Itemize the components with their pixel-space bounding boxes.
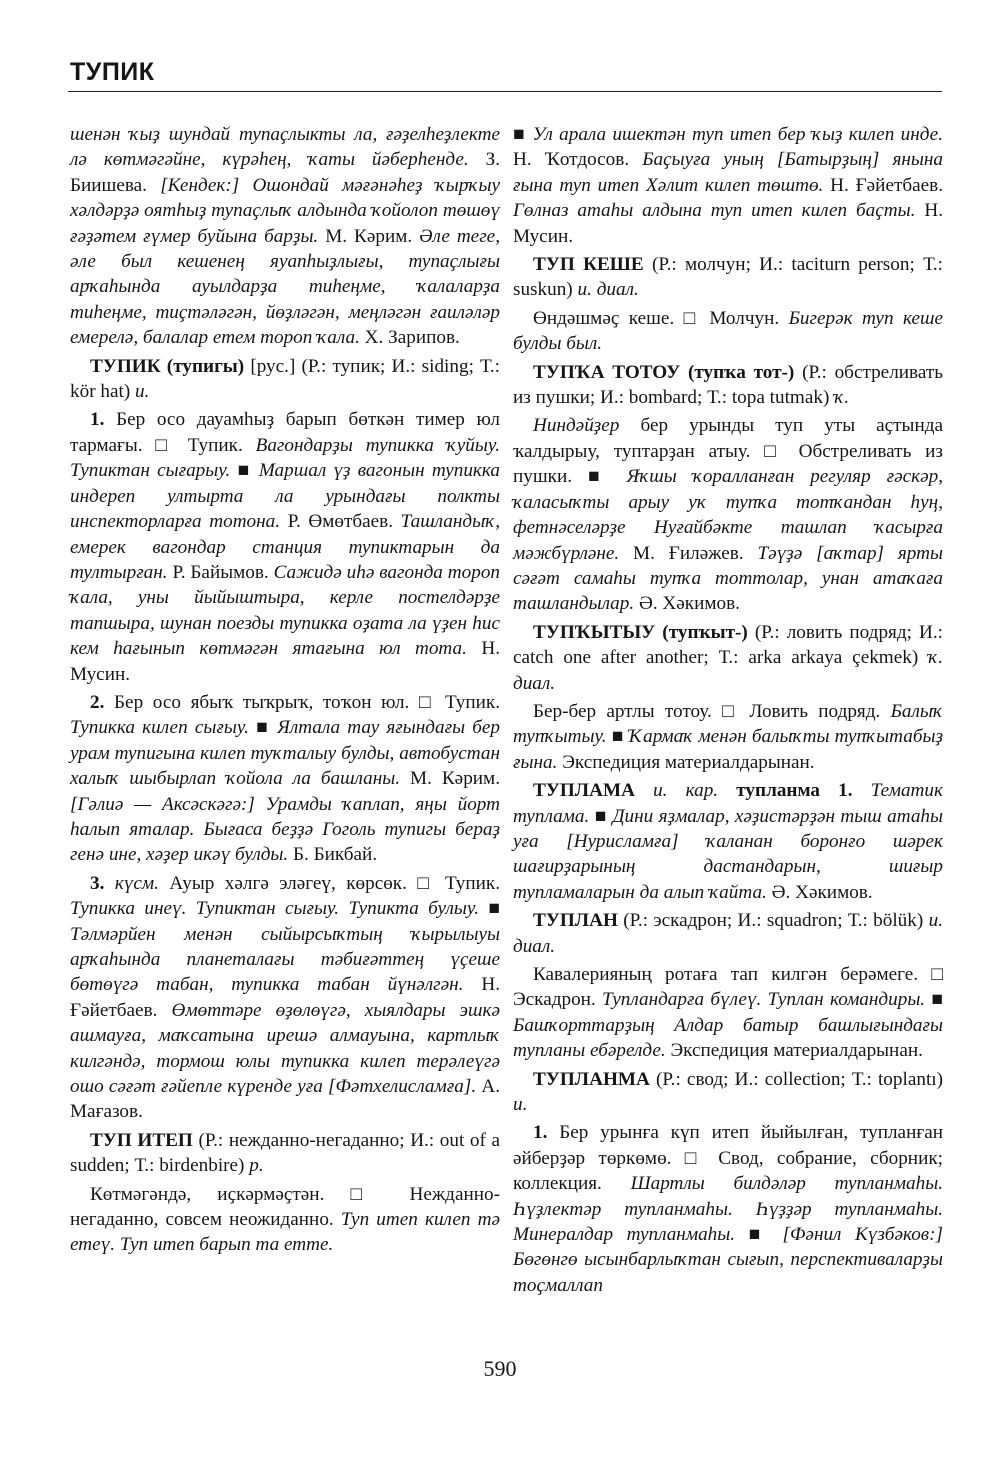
italic-text: [Кендек:] Ошондай мәғәнәһеҙ ҡырҡыу хәлдәрҙә оятһыҙ тупаҫлыҡ алдында ҡойолоп төшөү ғәҙәтем ғүмер буйына барҙы. <box>70 174 501 247</box>
entry-definition <box>513 699 943 775</box>
page-number: 590 <box>483 1356 517 1381</box>
continuation-paragraph <box>513 122 943 249</box>
text-run: (Р.: ловить подряд; И.: catch one after another; Т.: arka arkaya çekmek) <box>513 621 943 669</box>
dictionary-entry-heading <box>70 354 500 405</box>
italic-text: Сажидә иһә вагонда тороп ҡала, уны йыйыштыра, керле постелдәрҙе тапшыра, шунан поезды тупикка оҙата ла үҙен һис кем һағынып көтмәгән ятағына юл тота. <box>70 561 501 660</box>
text-run: ■ <box>594 805 613 827</box>
entry-definition <box>513 306 943 357</box>
text-run: Н. Ғәйетбаев. <box>830 174 943 196</box>
dictionary-entry-heading <box>513 908 943 959</box>
text-run: [рус.] (Р.: тупик; И.: siding; Т.: kör hat) <box>70 355 500 403</box>
text-run: Бер-бер артлы тотоу. □ Ловить подряд. <box>533 700 891 722</box>
italic-text: р. <box>249 1155 264 1177</box>
headword: ТУПҠА ТОТОУ (тупҡа тот-) <box>533 361 803 383</box>
dictionary-entry-heading <box>513 778 943 905</box>
text-run: А. Мағазов. <box>70 1076 500 1123</box>
italic-text: Өмөттәре өҙөлөүгә, хыялдары эшкә ашмауға, маҡсатына ирешә алмауына, картлыҡ килгәндә, тормош юлы тупикка килеп терәлеүгә ошо сәғәт ғәйепле күренде уға [Фәтхелисламға]. <box>70 999 500 1098</box>
italic-text: Башҡорттарҙың Алдар батыр башлығындағы тупланы ебәрелде. <box>513 1014 943 1062</box>
headword: ТУПЛАМА <box>533 780 654 802</box>
text-run: ■ <box>256 717 278 739</box>
headword: ТУП КЕШЕ <box>533 254 652 276</box>
text-run: (Р.: обстреливать из пушки; И.: bombard; Т.: topa tutmak) <box>513 361 943 409</box>
text-run: Р. Өмөтбаев. <box>287 511 401 533</box>
text-run: М. Ғиләжев. <box>633 542 758 564</box>
italic-text: Тупикка килеп сығыу. <box>70 717 257 739</box>
text-run: Б. Бикбай. <box>293 844 378 866</box>
text-run: Н. Мусин. <box>70 638 500 685</box>
text-run: Бер осо ябыҡ тыҡрыҡ, тоҡон юл. □ Тупик. <box>114 691 501 713</box>
text-run: Х. Зарипов. <box>364 327 460 349</box>
header-rule <box>68 91 942 92</box>
dictionary-entry-heading <box>513 1067 943 1118</box>
headword: ТУПҠЫТЫУ (тупҡыт-) <box>533 621 755 643</box>
italic-text: Тәүҙә [аҡтар] ярты сәғәт самаһы тупҡа тоттолар, унан атаҡаға ташландылар. <box>513 542 943 615</box>
italic-text: [Гәлиә — Аксәскәгә:] Урамды ҡаплап, яңы йорт һалып яталар. Бығаса беҙҙә Гоголь тупигы бераҙ генә ине, хәҙер икәү булды. <box>70 793 500 866</box>
headword: тупланма 1. <box>736 780 871 802</box>
entry-definition <box>513 962 943 1064</box>
italic-text: Тематик туплама. <box>513 780 943 827</box>
text-run: Ә. Хәкимов. <box>771 881 873 903</box>
dictionary-entry-heading <box>70 1128 500 1179</box>
text-run: ■ <box>237 460 259 482</box>
text-run: Көтмәгәндә, иҫкәрмәҫтән. □ Нежданно-негаданно, совсем неожиданно. <box>70 1183 500 1231</box>
italic-text: шенән ҡыҙ шундай тупаҫлыкты ла, ғәҙелһеҙлекте лә көтмәгәйне, күрәһең, ҡаты йәберһенде. <box>70 124 500 171</box>
entry-definition <box>513 413 943 616</box>
headword: ТУПЛАН <box>533 910 624 932</box>
text-run: (Р.: свод; И.: collection; Т.: toplantı) <box>656 1068 943 1090</box>
text-run: М. Кәрим. <box>410 768 500 790</box>
italic-text: Шартлы билдәләр тупланмаһы. Һүҙлектәр тупланмаһы. Һүҙҙәр тупланмаһы. Минералдар тупланмаһы. <box>513 1173 943 1246</box>
text-run: М. Кәрим. <box>325 225 420 247</box>
italic-text: ҡ. <box>834 387 850 409</box>
italic-text: и. кар. <box>653 780 737 802</box>
italic-text: [Фәнил Күзбәков:] Бөгөнгө ысынбарлыҡтан сығып, перспективаларҙы тоҫмаллап <box>513 1224 943 1296</box>
italic-text: Әле теге, әле был кешенең яуапһыҙлығы, тупаҫлығы арҡаһында ауылдарҙа тиһеңме, ҡалаларҙа тиһеңме, тиҫтәләгән, йөҙләгән, меңләгән ғаиләләр емерелә, балалар етем тороп ҡала. <box>70 225 500 349</box>
text-run: ■ <box>931 989 943 1011</box>
headword: ТУПИК (тупигы) <box>90 355 251 377</box>
headword: ТУПЛАНМА <box>533 1068 656 1090</box>
entry-sense <box>70 871 500 1125</box>
right-column <box>513 122 943 1301</box>
text-run: Н. Мусин. <box>513 200 943 247</box>
italic-text: Дини яҙмалар, хәҙистәрҙән тыш атаһы уға [Нурисламға] ҡаланан боронғо шәрек шағирҙарының дастандарын, шиғыр тупламаларын да алып ҡайта. <box>513 805 944 903</box>
text-run: Н. Ғәйетбаев. <box>70 974 500 1021</box>
text-run: ■ <box>513 124 533 145</box>
headword: ТУП ИТЕП <box>90 1129 199 1151</box>
text-run: (Р.: молчун; И.: taciturn person; Т.: suskun) <box>513 254 943 301</box>
italic-text: Гөлназ атаһы алдына туп итеп килеп баҫты. <box>513 200 925 222</box>
entry-sense <box>513 1120 943 1298</box>
text-run: Бер урынға күп итеп йыйылған, тупланған әйберҙәр төркөмө. □ Свод, собрание, сборник; коллекция. <box>513 1122 943 1195</box>
text-run: Р. Байымов. <box>172 561 274 583</box>
text-run: (Р.: эскадрон; И.: squadron; Т.: bölük) <box>623 910 929 932</box>
entry-sense <box>70 690 500 868</box>
italic-text: Ул арала ишектән туп итеп бер ҡыҙ килеп инде. <box>532 124 943 145</box>
italic-text: Яҡшы ҡоралланған регуляр ғәскәр, ҡаласыҡты арыу уҡ тупҡа тотҡандан һуң, фетнәселәрҙе Нуғайбәкте ташлап ҡасырға мәжбүрләне. <box>513 466 943 564</box>
text-run: Ә. Хәкимов. <box>638 593 740 615</box>
italic-text: Маршал үҙ вагонын тупикка индереп ултырта ла урындағы полкты инспекторларға тотона. <box>70 460 501 533</box>
text-run: ■ <box>748 1224 783 1246</box>
text-run: ■ <box>488 898 500 920</box>
dictionary-entry-heading <box>513 620 943 696</box>
italic-text: Тупландарға бүлеү. Туплан командиры. <box>602 989 932 1011</box>
italic-text: и. диал. <box>577 279 639 301</box>
text-run: Экспедиция материалдарынан. <box>670 1040 923 1062</box>
italic-text: и. диал. <box>513 910 943 957</box>
text-run: Өндәшмәҫ кеше. □ Молчун. <box>533 307 789 329</box>
italic-text: Балыҡ тупҡытыу. <box>513 700 943 748</box>
italic-text: Тәлмәрйен менән сыйырсыҡтың ҡырылыуы арҡаһында планеталағы тәбиғәттең үҫеше бөтөүгә табан, тупикка табан йүнәлгән. <box>70 923 500 996</box>
italic-text: и. <box>135 381 150 403</box>
text-run: Н. Ҡотдосов. <box>513 149 643 171</box>
italic-text: Баҫыуға уның [Батырҙың] янына ғына туп итеп Хәлит килеп төштө. <box>513 149 943 196</box>
dictionary-entry-heading <box>513 360 943 411</box>
entry-sense <box>70 407 500 686</box>
headword: 2. <box>90 691 115 713</box>
headword: 1. <box>533 1122 560 1144</box>
text-run: З. Биишева. <box>70 149 500 196</box>
italic-text: Бигерәк туп кеше булды был. <box>513 307 943 355</box>
italic-text: Ниндәйҙер <box>533 415 641 437</box>
text-run: бер урынды туп уты аҫтында ҡалдырыу, туптарҙан атыу. □ Обстреливать из пушки. ■ <box>513 415 943 488</box>
italic-text: Ҡармаҡ менән балыҡты тупҡытабыҙ ғына. <box>513 726 943 773</box>
text-run: Кавалерияның ротаға тап килгән берәмеге. □ Эскадрон. <box>513 964 943 1011</box>
italic-text: ҡ. диал. <box>513 647 943 694</box>
text-run: Ауыр хәлгә эләгеү, көрсөк. □ Тупик. <box>169 872 500 894</box>
italic-text: Ялтала тау яғындағы бер урам тупигына килеп туҡталыу булды, автобустан халыҡ шыбырлап ҡойола ла башланы. <box>70 717 500 790</box>
headword: 3. <box>90 872 115 894</box>
entry-definition <box>70 1182 500 1258</box>
text-run: Экспедиция материалдарынан. <box>562 751 815 773</box>
italic-text: и. <box>513 1094 528 1116</box>
text-run: ■ <box>611 726 629 748</box>
italic-text: Ташландыҡ, емерек вагондар станция тупиктарын да тултырған. <box>70 511 501 583</box>
text-run: (Р.: нежданно-негаданно; И.: out of a sudden; Т.: birdenbire) <box>70 1129 500 1177</box>
dictionary-entry-heading <box>513 252 943 303</box>
running-head: ТУПИК <box>70 58 155 86</box>
italic-text: Тупикка инеү. Тупиктан сығыу. Тупикта булыу. <box>70 898 489 920</box>
left-column <box>70 122 500 1261</box>
headword: 1. <box>90 409 117 431</box>
italic-text: Туп итеп килеп тә етеү. Туп итеп барып та етте. <box>70 1209 500 1256</box>
italic-text: Вагондарҙы тупикка ҡуйыу. Тупиктан сығарыу. <box>70 434 500 482</box>
text-run: Бер осо дауамһыҙ барып бөткән тимер юл тармағы. □ Тупик. <box>70 409 500 456</box>
continuation-paragraph <box>70 122 500 351</box>
italic-text: күсм. <box>114 872 170 894</box>
